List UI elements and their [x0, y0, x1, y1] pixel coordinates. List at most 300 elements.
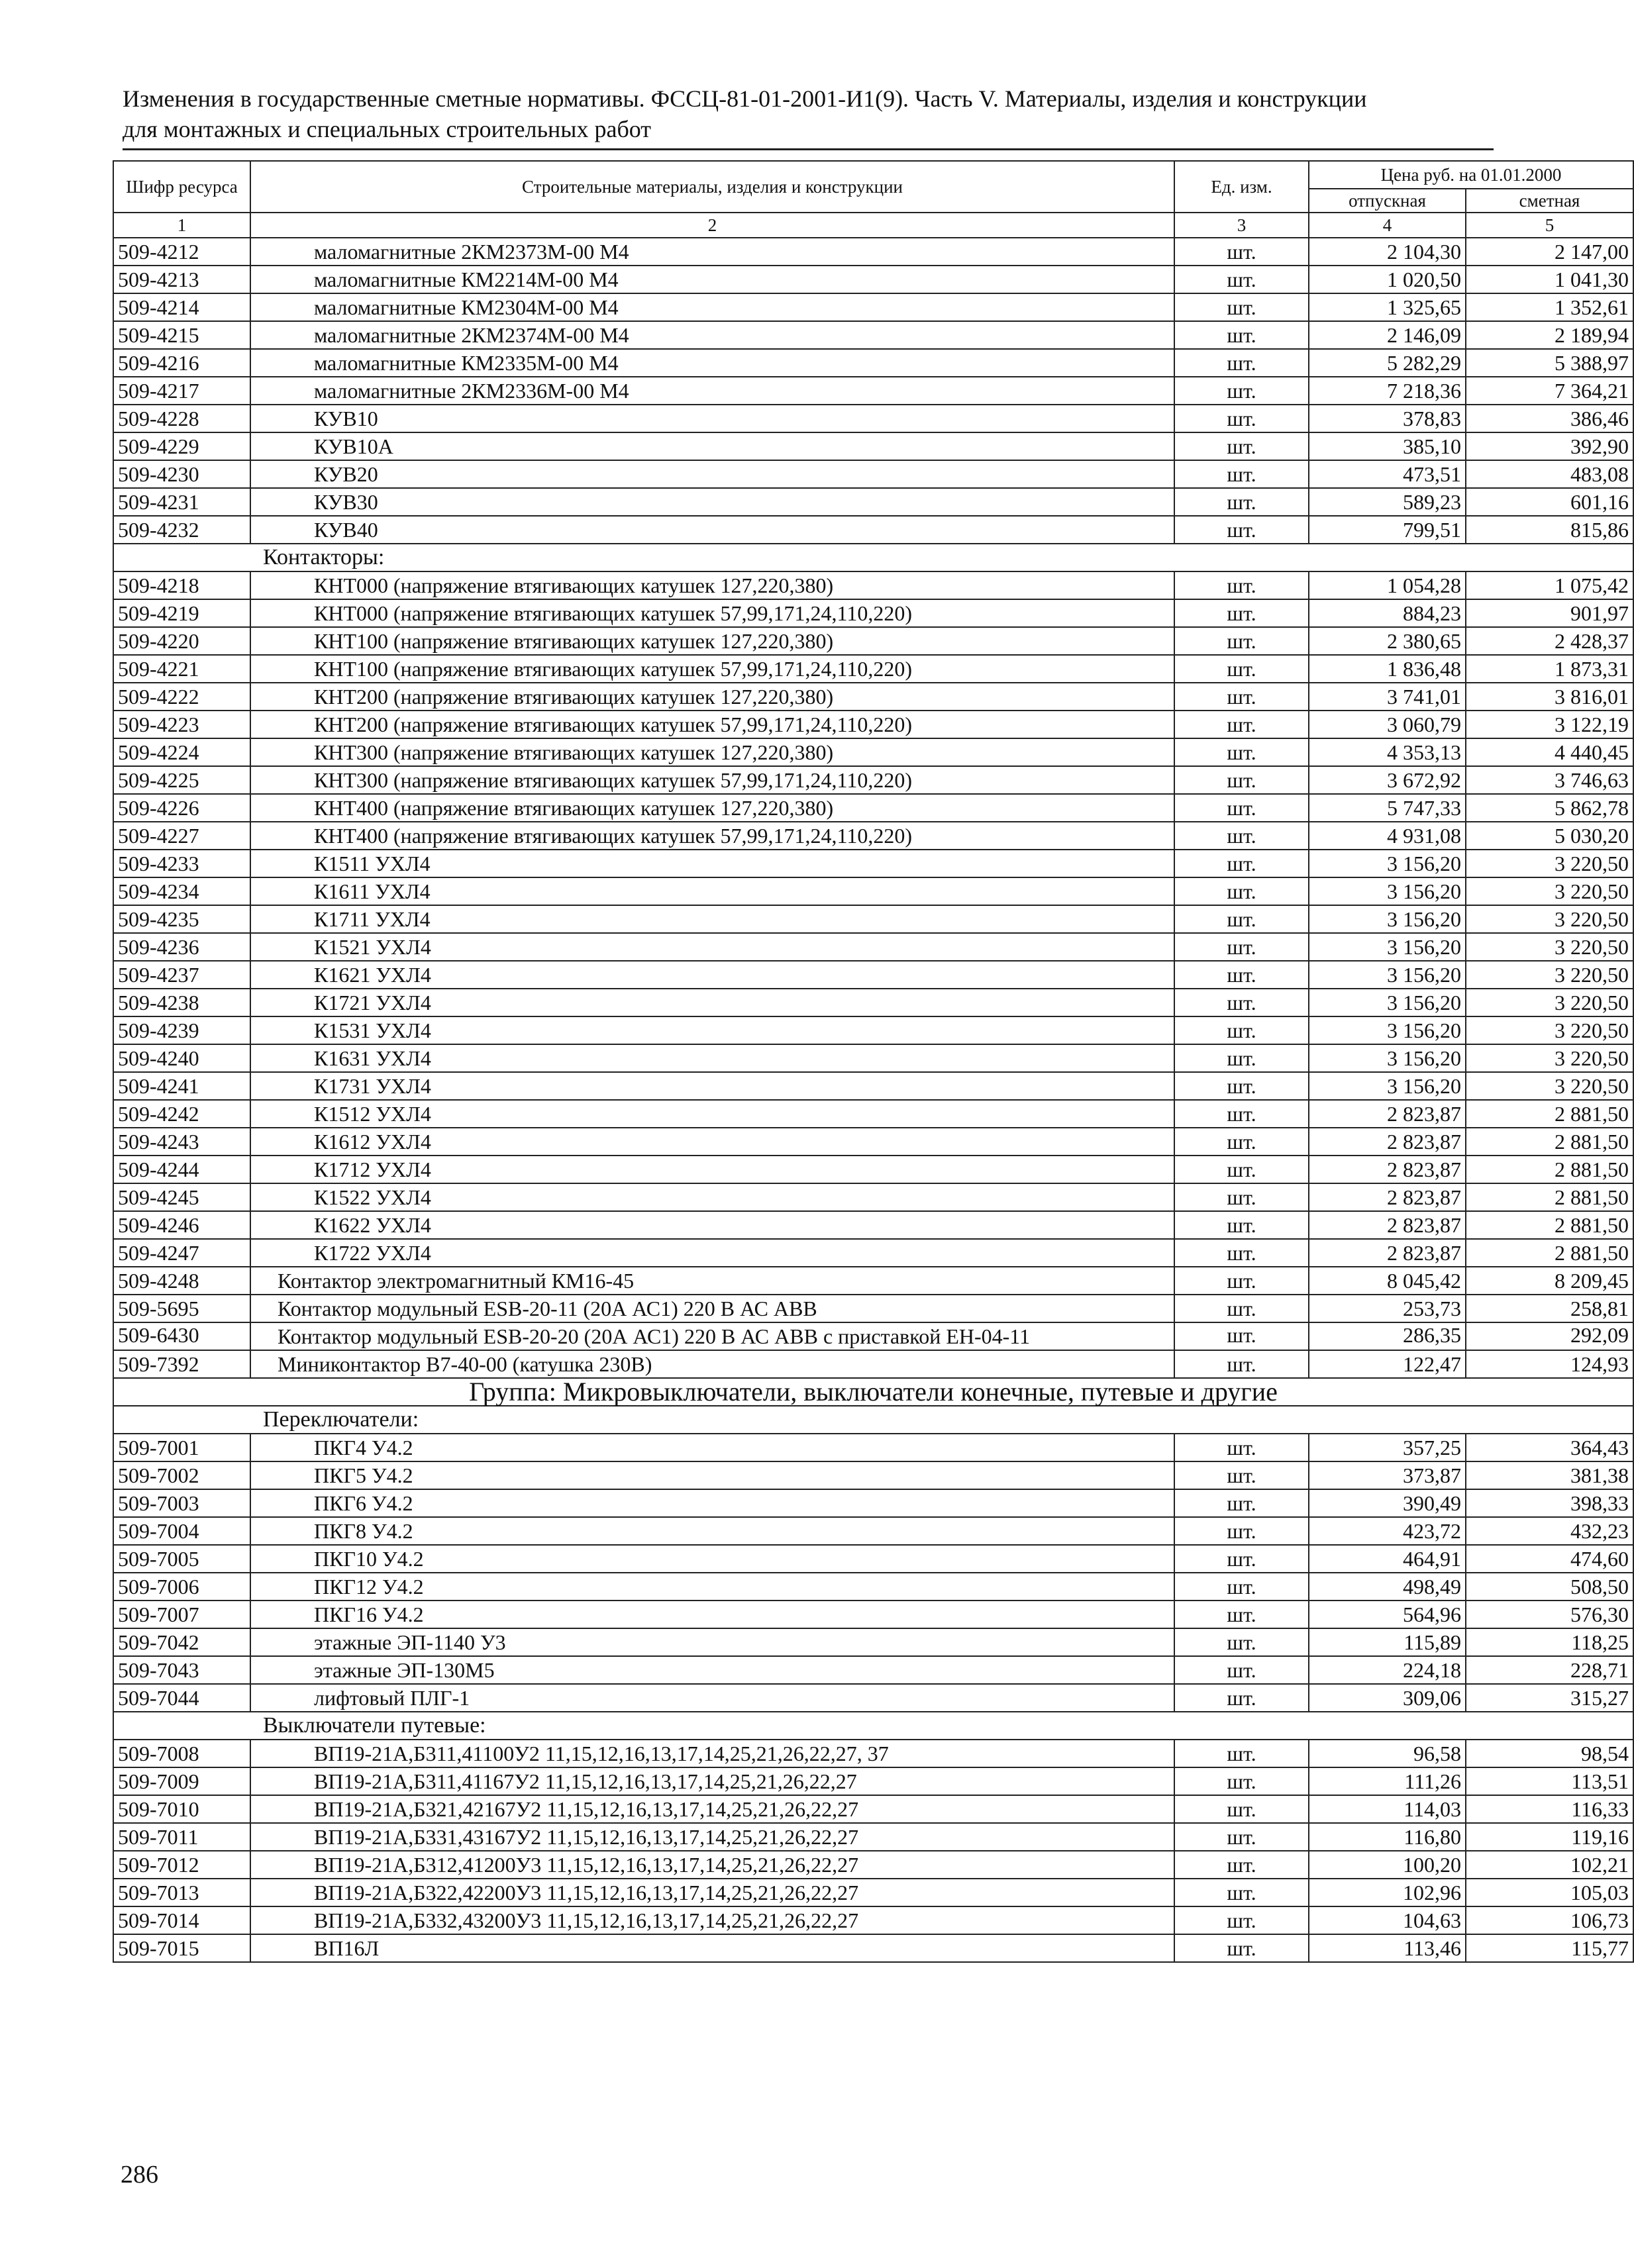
- material-name: К1622 УХЛ4: [250, 1211, 1174, 1239]
- table-row: [113, 571, 1633, 599]
- table-row: [113, 238, 1633, 266]
- table-row: [113, 1545, 1633, 1573]
- unit: шт.: [1174, 377, 1309, 405]
- release-price: 357,25: [1309, 1434, 1466, 1461]
- table-body: [113, 238, 1633, 1962]
- estimate-price: 2 428,37: [1466, 627, 1633, 655]
- estimate-price: 1 041,30: [1466, 266, 1633, 293]
- release-price: 2 146,09: [1309, 321, 1466, 349]
- estimate-price: 1 873,31: [1466, 655, 1633, 683]
- estimate-price: 5 388,97: [1466, 349, 1633, 377]
- resource-code: 509-4232: [113, 516, 250, 544]
- unit: шт.: [1174, 1740, 1309, 1767]
- resource-code: 509-4217: [113, 377, 250, 405]
- resource-code: 509-4239: [113, 1016, 250, 1044]
- table-row: [113, 1573, 1633, 1601]
- resource-code: 509-7007: [113, 1601, 250, 1628]
- resource-code: 509-4244: [113, 1156, 250, 1183]
- estimate-price: 119,16: [1466, 1823, 1633, 1851]
- estimate-price: 2 147,00: [1466, 238, 1633, 266]
- table-row: [113, 1879, 1633, 1906]
- unit: шт.: [1174, 1322, 1309, 1350]
- resource-code: 509-7003: [113, 1489, 250, 1517]
- material-name: К1721 УХЛ4: [250, 989, 1174, 1016]
- material-name: ПКГ4 У4.2: [250, 1434, 1174, 1461]
- release-price: 115,89: [1309, 1628, 1466, 1656]
- resource-code: 509-7009: [113, 1767, 250, 1795]
- table-row: [113, 1239, 1633, 1267]
- column-header-name: Строительные материалы, изделия и конструкции: [250, 161, 1174, 213]
- release-price: 884,23: [1309, 599, 1466, 627]
- table-row: [113, 349, 1633, 377]
- table-row: [113, 1906, 1633, 1934]
- unit: шт.: [1174, 1628, 1309, 1656]
- release-price: 3 156,20: [1309, 989, 1466, 1016]
- release-price: 114,03: [1309, 1795, 1466, 1823]
- resource-code: 509-4246: [113, 1211, 250, 1239]
- estimate-price: 3 220,50: [1466, 1016, 1633, 1044]
- estimate-price: 7 364,21: [1466, 377, 1633, 405]
- estimate-price: 3 122,19: [1466, 711, 1633, 738]
- page-number: 286: [121, 2161, 158, 2189]
- release-price: 1 054,28: [1309, 571, 1466, 599]
- release-price: 423,72: [1309, 1517, 1466, 1545]
- material-name: ВП19-21А,Б311,41100У2 11,15,12,16,13,17,14,25,21,26,22,27, 37: [250, 1740, 1174, 1767]
- unit: шт.: [1174, 1434, 1309, 1461]
- unit: шт.: [1174, 1128, 1309, 1156]
- material-name: Контактор модульный ESB-20-11 (20А АС1) 220 В АС АВВ: [250, 1295, 1174, 1322]
- unit: шт.: [1174, 933, 1309, 961]
- table-row: [113, 1016, 1633, 1044]
- material-name: маломагнитные 2КМ2373М-00 М4: [250, 238, 1174, 266]
- table-row: [113, 627, 1633, 655]
- release-price: 373,87: [1309, 1461, 1466, 1489]
- release-price: 2 823,87: [1309, 1239, 1466, 1267]
- estimate-price: 2 881,50: [1466, 1128, 1633, 1156]
- unit: шт.: [1174, 1239, 1309, 1267]
- unit: шт.: [1174, 293, 1309, 321]
- resource-code: 509-4225: [113, 766, 250, 794]
- unit: шт.: [1174, 794, 1309, 822]
- release-price: 224,18: [1309, 1656, 1466, 1684]
- release-price: 116,80: [1309, 1823, 1466, 1851]
- release-price: 4 931,08: [1309, 822, 1466, 850]
- resource-code: 509-7011: [113, 1823, 250, 1851]
- section-heading-row: [113, 544, 1633, 571]
- table-row: [113, 1267, 1633, 1295]
- resource-code: 509-4240: [113, 1044, 250, 1072]
- material-name: маломагнитные 2КМ2336М-00 М4: [250, 377, 1174, 405]
- release-price: 5 747,33: [1309, 794, 1466, 822]
- group-heading-row: [113, 1378, 1633, 1406]
- table-row: [113, 377, 1633, 405]
- unit: шт.: [1174, 1656, 1309, 1684]
- table-row: [113, 1128, 1633, 1156]
- table-row: [113, 266, 1633, 293]
- material-name: КНТ200 (напряжение втягивающих катушек 57,99,171,24,110,220): [250, 711, 1174, 738]
- unit: шт.: [1174, 877, 1309, 905]
- resource-code: 509-4228: [113, 405, 250, 432]
- material-name: КУВ40: [250, 516, 1174, 544]
- table-row: [113, 1100, 1633, 1128]
- estimate-price: 4 440,45: [1466, 738, 1633, 766]
- material-name: ПКГ16 У4.2: [250, 1601, 1174, 1628]
- material-name: ВП19-21А,Б322,42200У3 11,15,12,16,13,17,14,25,21,26,22,27: [250, 1879, 1174, 1906]
- release-price: 2 823,87: [1309, 1211, 1466, 1239]
- estimate-price: 115,77: [1466, 1934, 1633, 1962]
- release-price: 3 156,20: [1309, 905, 1466, 933]
- resource-code: 509-7013: [113, 1879, 250, 1906]
- unit: шт.: [1174, 1545, 1309, 1573]
- material-name: ПКГ5 У4.2: [250, 1461, 1174, 1489]
- resource-code: 509-4229: [113, 432, 250, 460]
- table-row: [113, 1767, 1633, 1795]
- table-row: [113, 961, 1633, 989]
- release-price: 113,46: [1309, 1934, 1466, 1962]
- resource-code: 509-7014: [113, 1906, 250, 1934]
- material-name: ВП19-21А,Б321,42167У2 11,15,12,16,13,17,14,25,21,26,22,27: [250, 1795, 1174, 1823]
- unit: шт.: [1174, 599, 1309, 627]
- release-price: 5 282,29: [1309, 349, 1466, 377]
- unit: шт.: [1174, 905, 1309, 933]
- estimate-price: 483,08: [1466, 460, 1633, 488]
- unit: шт.: [1174, 1295, 1309, 1322]
- material-name: К1731 УХЛ4: [250, 1072, 1174, 1100]
- unit: шт.: [1174, 1156, 1309, 1183]
- release-price: 3 156,20: [1309, 877, 1466, 905]
- table-row: [113, 766, 1633, 794]
- table-row: [113, 1072, 1633, 1100]
- material-name: маломагнитные КМ2214М-00 М4: [250, 266, 1174, 293]
- column-number: 2: [250, 213, 1174, 238]
- resource-code: 509-4247: [113, 1239, 250, 1267]
- estimate-price: 2 881,50: [1466, 1239, 1633, 1267]
- resource-code: 509-4238: [113, 989, 250, 1016]
- resource-code: 509-4213: [113, 266, 250, 293]
- material-name: К1612 УХЛ4: [250, 1128, 1174, 1156]
- unit: шт.: [1174, 766, 1309, 794]
- estimate-price: 815,86: [1466, 516, 1633, 544]
- material-name: маломагнитные КМ2304М-00 М4: [250, 293, 1174, 321]
- release-price: 473,51: [1309, 460, 1466, 488]
- release-price: 102,96: [1309, 1879, 1466, 1906]
- material-name: К1711 УХЛ4: [250, 905, 1174, 933]
- resource-code: 509-4243: [113, 1128, 250, 1156]
- estimate-price: 116,33: [1466, 1795, 1633, 1823]
- estimate-price: 3 220,50: [1466, 933, 1633, 961]
- unit: шт.: [1174, 1044, 1309, 1072]
- column-header-estimate-price: сметная: [1466, 189, 1633, 213]
- unit: шт.: [1174, 1211, 1309, 1239]
- section-heading: Выключатели путевые:: [113, 1712, 1633, 1740]
- estimate-price: 2 189,94: [1466, 321, 1633, 349]
- resource-code: 509-7015: [113, 1934, 250, 1962]
- resource-code: 509-4233: [113, 850, 250, 877]
- resource-code: 509-4214: [113, 293, 250, 321]
- estimate-price: 3 816,01: [1466, 683, 1633, 711]
- release-price: 3 156,20: [1309, 1072, 1466, 1100]
- resource-code: 509-7042: [113, 1628, 250, 1656]
- estimate-price: 105,03: [1466, 1879, 1633, 1906]
- price-table: [113, 160, 1634, 1963]
- table-row: [113, 683, 1633, 711]
- table-row: [113, 460, 1633, 488]
- release-price: 2 823,87: [1309, 1156, 1466, 1183]
- resource-code: 509-7001: [113, 1434, 250, 1461]
- table-row: [113, 432, 1633, 460]
- table-row: [113, 1350, 1633, 1378]
- material-name: КНТ000 (напряжение втягивающих катушек 57,99,171,24,110,220): [250, 599, 1174, 627]
- table-row: [113, 1434, 1633, 1461]
- estimate-price: 2 881,50: [1466, 1100, 1633, 1128]
- material-name: КНТ200 (напряжение втягивающих катушек 127,220,380): [250, 683, 1174, 711]
- estimate-price: 901,97: [1466, 599, 1633, 627]
- unit: шт.: [1174, 516, 1309, 544]
- estimate-price: 102,21: [1466, 1851, 1633, 1879]
- material-name: ВП19-21А,Б311,41167У2 11,15,12,16,13,17,14,25,21,26,22,27: [250, 1767, 1174, 1795]
- release-price: 286,35: [1309, 1322, 1466, 1350]
- table-row: [113, 738, 1633, 766]
- estimate-price: 292,09: [1466, 1322, 1633, 1350]
- release-price: 1 325,65: [1309, 293, 1466, 321]
- unit: шт.: [1174, 683, 1309, 711]
- release-price: 3 156,20: [1309, 961, 1466, 989]
- unit: шт.: [1174, 1461, 1309, 1489]
- material-name: Миниконтактор В7-40-00 (катушка 230В): [250, 1350, 1174, 1378]
- material-name: КУВ20: [250, 460, 1174, 488]
- resource-code: 509-7012: [113, 1851, 250, 1879]
- table-row: [113, 1628, 1633, 1656]
- resource-code: 509-7044: [113, 1684, 250, 1712]
- unit: шт.: [1174, 1879, 1309, 1906]
- table-row: [113, 711, 1633, 738]
- table-row: [113, 655, 1633, 683]
- section-heading-row: [113, 1406, 1633, 1434]
- material-name: Контактор электромагнитный КМ16-45: [250, 1267, 1174, 1295]
- unit: шт.: [1174, 1267, 1309, 1295]
- resource-code: 509-4235: [113, 905, 250, 933]
- release-price: 3 156,20: [1309, 1044, 1466, 1072]
- resource-code: 509-4248: [113, 1267, 250, 1295]
- resource-code: 509-4222: [113, 683, 250, 711]
- unit: шт.: [1174, 321, 1309, 349]
- resource-code: 509-7004: [113, 1517, 250, 1545]
- unit: шт.: [1174, 1684, 1309, 1712]
- material-name: КНТ100 (напряжение втягивающих катушек 127,220,380): [250, 627, 1174, 655]
- estimate-price: 5 030,20: [1466, 822, 1633, 850]
- estimate-price: 601,16: [1466, 488, 1633, 516]
- column-header-release-price: отпускная: [1309, 189, 1466, 213]
- unit: шт.: [1174, 1767, 1309, 1795]
- material-name: К1712 УХЛ4: [250, 1156, 1174, 1183]
- table-row: [113, 321, 1633, 349]
- table-row: [113, 1183, 1633, 1211]
- resource-code: 509-6430: [113, 1322, 250, 1350]
- table-row: [113, 794, 1633, 822]
- unit: шт.: [1174, 1100, 1309, 1128]
- material-name: ПКГ12 У4.2: [250, 1573, 1174, 1601]
- estimate-price: 398,33: [1466, 1489, 1633, 1517]
- table-row: [113, 1740, 1633, 1767]
- header-divider: [123, 148, 1494, 150]
- material-name: К1611 УХЛ4: [250, 877, 1174, 905]
- unit: шт.: [1174, 1823, 1309, 1851]
- unit: шт.: [1174, 1851, 1309, 1879]
- release-price: 3 060,79: [1309, 711, 1466, 738]
- unit: шт.: [1174, 738, 1309, 766]
- resource-code: 509-4230: [113, 460, 250, 488]
- unit: шт.: [1174, 1183, 1309, 1211]
- estimate-price: 392,90: [1466, 432, 1633, 460]
- unit: шт.: [1174, 1934, 1309, 1962]
- resource-code: 509-4224: [113, 738, 250, 766]
- material-name: К1512 УХЛ4: [250, 1100, 1174, 1128]
- estimate-price: 98,54: [1466, 1740, 1633, 1767]
- table-row: [113, 1656, 1633, 1684]
- column-header-code: Шифр ресурса: [113, 161, 250, 213]
- material-name: К1531 УХЛ4: [250, 1016, 1174, 1044]
- estimate-price: 113,51: [1466, 1767, 1633, 1795]
- resource-code: 509-4221: [113, 655, 250, 683]
- release-price: 589,23: [1309, 488, 1466, 516]
- material-name: К1722 УХЛ4: [250, 1239, 1174, 1267]
- unit: шт.: [1174, 711, 1309, 738]
- estimate-price: 124,93: [1466, 1350, 1633, 1378]
- resource-code: 509-7392: [113, 1350, 250, 1378]
- unit: шт.: [1174, 1601, 1309, 1628]
- material-name: ПКГ8 У4.2: [250, 1517, 1174, 1545]
- column-number: 1: [113, 213, 250, 238]
- estimate-price: 381,38: [1466, 1461, 1633, 1489]
- release-price: 564,96: [1309, 1601, 1466, 1628]
- release-price: 1 836,48: [1309, 655, 1466, 683]
- resource-code: 509-4226: [113, 794, 250, 822]
- table-row: [113, 1461, 1633, 1489]
- resource-code: 509-4231: [113, 488, 250, 516]
- release-price: 3 156,20: [1309, 1016, 1466, 1044]
- release-price: 96,58: [1309, 1740, 1466, 1767]
- estimate-price: 3 746,63: [1466, 766, 1633, 794]
- resource-code: 509-4216: [113, 349, 250, 377]
- resource-code: 509-4241: [113, 1072, 250, 1100]
- estimate-price: 5 862,78: [1466, 794, 1633, 822]
- estimate-price: 3 220,50: [1466, 1044, 1633, 1072]
- material-name: К1511 УХЛ4: [250, 850, 1174, 877]
- section-heading-row: [113, 1712, 1633, 1740]
- estimate-price: 315,27: [1466, 1684, 1633, 1712]
- material-name: КНТ400 (напряжение втягивающих катушек 127,220,380): [250, 794, 1174, 822]
- estimate-price: 508,50: [1466, 1573, 1633, 1601]
- unit: шт.: [1174, 850, 1309, 877]
- resource-code: 509-7002: [113, 1461, 250, 1489]
- estimate-price: 106,73: [1466, 1906, 1633, 1934]
- resource-code: 509-7006: [113, 1573, 250, 1601]
- material-name: ВП16Л: [250, 1934, 1174, 1962]
- resource-code: 509-7008: [113, 1740, 250, 1767]
- material-name: КНТ000 (напряжение втягивающих катушек 127,220,380): [250, 571, 1174, 599]
- material-name: КНТ300 (напряжение втягивающих катушек 127,220,380): [250, 738, 1174, 766]
- unit: шт.: [1174, 961, 1309, 989]
- material-name: ВП19-21А,Б332,43200У3 11,15,12,16,13,17,14,25,21,26,22,27: [250, 1906, 1174, 1934]
- estimate-price: 118,25: [1466, 1628, 1633, 1656]
- resource-code: 509-4218: [113, 571, 250, 599]
- estimate-price: 3 220,50: [1466, 905, 1633, 933]
- material-name: этажные ЭП-1140 У3: [250, 1628, 1174, 1656]
- material-name: КНТ100 (напряжение втягивающих катушек 57,99,171,24,110,220): [250, 655, 1174, 683]
- table-row: [113, 1851, 1633, 1879]
- unit: шт.: [1174, 822, 1309, 850]
- release-price: 2 823,87: [1309, 1183, 1466, 1211]
- unit: шт.: [1174, 627, 1309, 655]
- material-name: К1521 УХЛ4: [250, 933, 1174, 961]
- material-name: КНТ400 (напряжение втягивающих катушек 57,99,171,24,110,220): [250, 822, 1174, 850]
- table-row: [113, 488, 1633, 516]
- release-price: 464,91: [1309, 1545, 1466, 1573]
- unit: шт.: [1174, 655, 1309, 683]
- estimate-price: 2 881,50: [1466, 1156, 1633, 1183]
- table-row: [113, 1517, 1633, 1545]
- material-name: лифтовый ПЛГ-1: [250, 1684, 1174, 1712]
- table-row: [113, 822, 1633, 850]
- unit: шт.: [1174, 349, 1309, 377]
- release-price: 2 104,30: [1309, 238, 1466, 266]
- table-row: [113, 850, 1633, 877]
- material-name: Контактор модульный ESB-20-20 (20А АС1) 220 В АС АВВ с приставкой ЕН-04-11: [250, 1322, 1174, 1350]
- release-price: 3 156,20: [1309, 933, 1466, 961]
- table-row: [113, 1295, 1633, 1322]
- estimate-price: 576,30: [1466, 1601, 1633, 1628]
- unit: шт.: [1174, 1795, 1309, 1823]
- release-price: 799,51: [1309, 516, 1466, 544]
- unit: шт.: [1174, 460, 1309, 488]
- column-header-price: Цена руб. на 01.01.2000: [1309, 161, 1633, 189]
- release-price: 498,49: [1309, 1573, 1466, 1601]
- release-price: 309,06: [1309, 1684, 1466, 1712]
- estimate-price: 228,71: [1466, 1656, 1633, 1684]
- resource-code: 509-7043: [113, 1656, 250, 1684]
- group-heading: Группа: Микровыключатели, выключатели конечные, путевые и другие: [113, 1378, 1633, 1406]
- table-row: [113, 1601, 1633, 1628]
- release-price: 100,20: [1309, 1851, 1466, 1879]
- unit: шт.: [1174, 1517, 1309, 1545]
- release-price: 104,63: [1309, 1906, 1466, 1934]
- column-number: 3: [1174, 213, 1309, 238]
- table-row: [113, 1823, 1633, 1851]
- release-price: 253,73: [1309, 1295, 1466, 1322]
- unit: шт.: [1174, 432, 1309, 460]
- release-price: 7 218,36: [1309, 377, 1466, 405]
- resource-code: 509-4227: [113, 822, 250, 850]
- table-row: [113, 905, 1633, 933]
- estimate-price: 474,60: [1466, 1545, 1633, 1573]
- unit: шт.: [1174, 989, 1309, 1016]
- estimate-price: 3 220,50: [1466, 850, 1633, 877]
- estimate-price: 386,46: [1466, 405, 1633, 432]
- resource-code: 509-4236: [113, 933, 250, 961]
- resource-code: 509-7005: [113, 1545, 250, 1573]
- unit: шт.: [1174, 266, 1309, 293]
- resource-code: 509-4234: [113, 877, 250, 905]
- release-price: 4 353,13: [1309, 738, 1466, 766]
- table-row: [113, 1044, 1633, 1072]
- table-row: [113, 1795, 1633, 1823]
- table-row: [113, 1684, 1633, 1712]
- unit: шт.: [1174, 238, 1309, 266]
- unit: шт.: [1174, 1906, 1309, 1934]
- table-row: [113, 405, 1633, 432]
- resource-code: 509-7010: [113, 1795, 250, 1823]
- material-name: К1522 УХЛ4: [250, 1183, 1174, 1211]
